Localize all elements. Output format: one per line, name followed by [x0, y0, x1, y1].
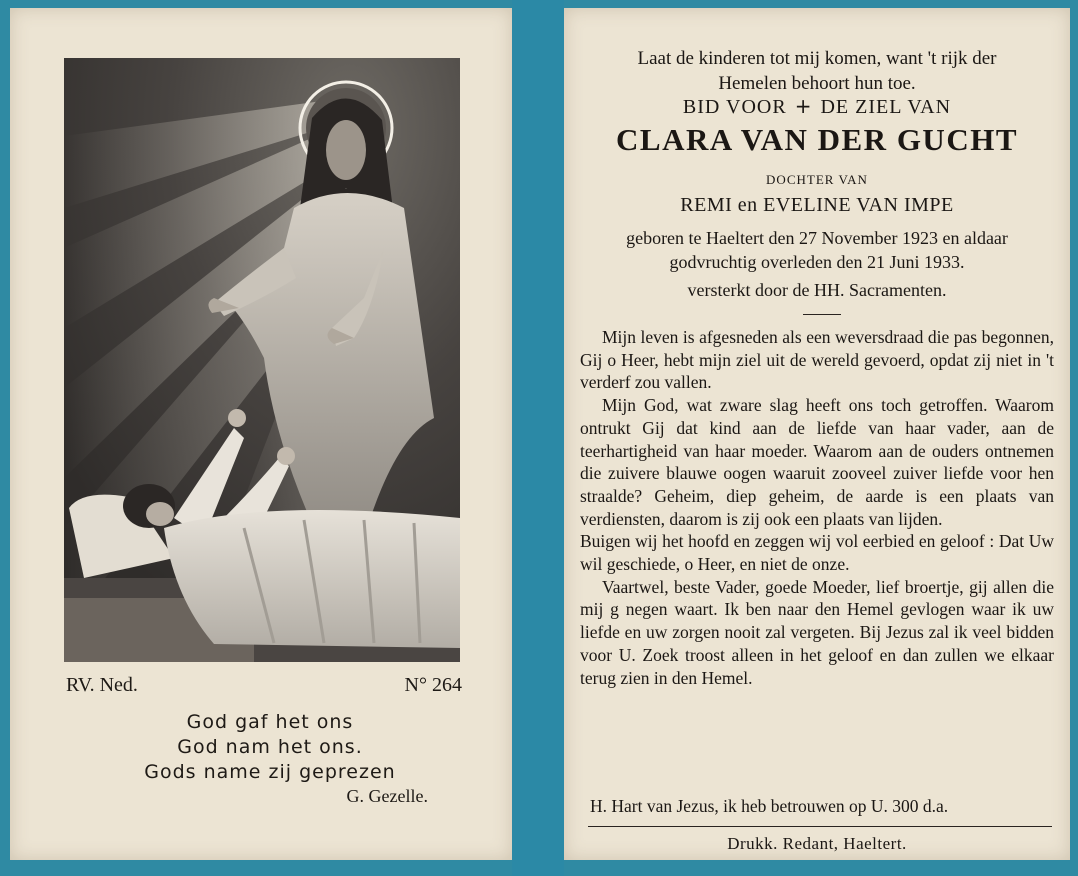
gezelle-poem — [70, 710, 470, 785]
indulgence-prayer: H. Hart van Jezus, ik heb betrouwen op U. 300 d.a. — [590, 796, 949, 816]
memorial-text — [580, 326, 1054, 689]
parents-names: REMI en EVELINE VAN IMPE — [680, 194, 954, 216]
memorial-card-front — [10, 8, 512, 860]
divider — [803, 314, 841, 315]
paragraph: Vaartwel, beste Vader, goede Moeder, lief broertje, gij allen die mij g negen waart. Ik ben naar den Hemel gevlogen waar ik uw liefde en uw zorgen nooit zal vergeten. Bij Jezus zal ik veel bidden voor U. Zoek troost alleen in het geloof en dan zullen we elkaar terug zien in den Hemel. — [580, 576, 1054, 688]
poem-line: Gods name zij geprezen — [144, 761, 396, 783]
death-line: godvruchtig overleden den 21 Juni 1933. — [669, 252, 965, 272]
divider — [588, 826, 1052, 827]
printer-credit: Drukk. Redant, Haeltert. — [727, 834, 907, 853]
birth-line: geboren te Haeltert den 27 November 1923 en aldaar — [626, 228, 1008, 248]
poem-line: God nam het ons. — [177, 736, 363, 758]
deceased-name: CLARA VAN DER GUCHT — [616, 122, 1018, 157]
devotional-picture — [64, 58, 460, 662]
paragraph: Mijn God, wat zware slag heeft ons toch getroffen. Waarom ontrukt Gij dat kind aan de liefde van haar vader, aan de teerhartigheid van haar moeder. Waarom aan de ouders ontnemen die zuivere blauwe oogen waaruit zooveel zuiver liefde voor hen straalde? Geheim, diep geheim, de aarde is een plaats van verdiensten, daarom is zij ook een plaats van lijden. — [580, 395, 1054, 529]
paragraph: Mijn leven is afgesneden als een weversdraad die pas begonnen, Gij o Heer, hebt mijn ziel uit de wereld gevoerd, opdat zij niet in 't verderf zou vallen. — [580, 327, 1054, 393]
paragraph: Buigen wij het hoofd en zeggen wij vol eerbied en geloof : Dat Uw wil geschiede, o Heer, en niet de onze. — [580, 531, 1054, 575]
publisher-mark: RV. Ned. — [66, 674, 138, 696]
cross-icon: + — [794, 94, 813, 118]
sacraments-line: versterkt door de HH. Sacramenten. — [687, 280, 947, 300]
poem-author: G. Gezelle. — [346, 786, 428, 806]
de-ziel-van-text: DE ZIEL VAN — [820, 96, 952, 118]
poem-line: God gaf het ons — [186, 711, 354, 733]
print-number: N° 264 — [404, 674, 462, 696]
memorial-card-text — [564, 8, 1070, 860]
verse-line: Hemelen behoort hun toe. — [718, 73, 916, 94]
bid-voor-text: BID VOOR — [682, 96, 787, 118]
bible-verse — [564, 46, 1070, 96]
pray-for-heading — [564, 94, 1070, 119]
christ-and-child-illustration — [64, 58, 460, 662]
card-divider — [512, 0, 564, 876]
birth-death-dates — [564, 226, 1070, 274]
daughter-of-label: DOCHTER VAN — [766, 172, 868, 187]
verse-line: Laat de kinderen tot mij komen, want 't rijk der — [637, 48, 997, 69]
